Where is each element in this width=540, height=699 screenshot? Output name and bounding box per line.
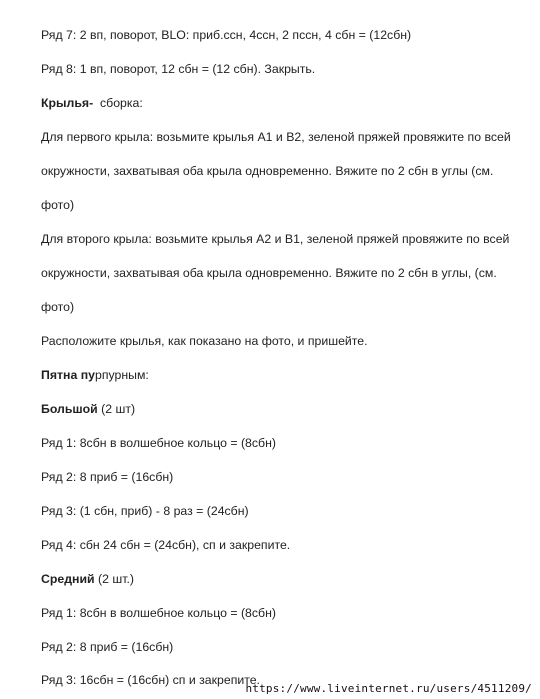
heading-rest: (2 шт) — [97, 402, 136, 416]
text-line: Ряд 2: 8 приб = (16сбн) — [41, 470, 174, 484]
text-line: Ряд 4: сбн 24 сбн = (24сбн), сп и закрепите. — [41, 538, 291, 552]
section-heading — [41, 95, 520, 111]
text-line: Ряд 3: 16сбн = (16сбн) сп и закрепите. — [41, 673, 260, 687]
heading-rest: сборка: — [93, 96, 143, 110]
text-line: Расположите крылья, как показано на фото, и пришейте. — [41, 334, 368, 348]
heading-bold: Большой — [41, 402, 98, 416]
section-heading — [41, 571, 520, 587]
text-line: окружности, захватывая оба крыла одновременно. Вяжите по 2 сбн в углы (см. — [41, 164, 494, 178]
text-line: Ряд 8: 1 вп, поворот, 12 сбн = (12 сбн). Закрыть. — [41, 62, 316, 76]
source-url-watermark[interactable]: https://www.liveinternet.ru/users/4511209/ — [245, 682, 532, 695]
text-line: Ряд 2: 8 приб = (16сбн) — [41, 640, 174, 654]
text-line: окружности, захватывая оба крыла одновременно. Вяжите по 2 сбн в углы, (см. — [41, 266, 497, 280]
text-line: фото) — [41, 300, 75, 314]
text-line: Ряд 1: 8сбн в волшебное кольцо = (8сбн) — [41, 606, 276, 620]
text-line: Для второго крыла: возьмите крылья А2 и В1, зеленой пряжей провяжите по всей — [41, 232, 510, 246]
section-heading — [41, 367, 520, 383]
heading-rest: (2 шт.) — [94, 572, 135, 586]
section-heading — [41, 401, 520, 417]
text-line: Ряд 7: 2 вп, поворот, BLO: приб.ссн, 4ссн, 2 пссн, 4 сбн = (12сбн) — [41, 28, 412, 42]
text-line: фото) — [41, 198, 75, 212]
heading-bold: Средний — [41, 572, 95, 586]
heading-bold: Крылья- — [41, 96, 94, 110]
text-line: Ряд 1: 8сбн в волшебное кольцо = (8сбн) — [41, 436, 276, 450]
text-line: Ряд 3: (1 сбн, приб) - 8 раз = (24сбн) — [41, 504, 249, 518]
heading-bold: Пятна пу — [41, 368, 95, 382]
text-line: Для первого крыла: возьмите крылья A1 и B2, зеленой пряжей провяжите по всей — [41, 130, 511, 144]
heading-rest: рпурным: — [95, 368, 149, 382]
